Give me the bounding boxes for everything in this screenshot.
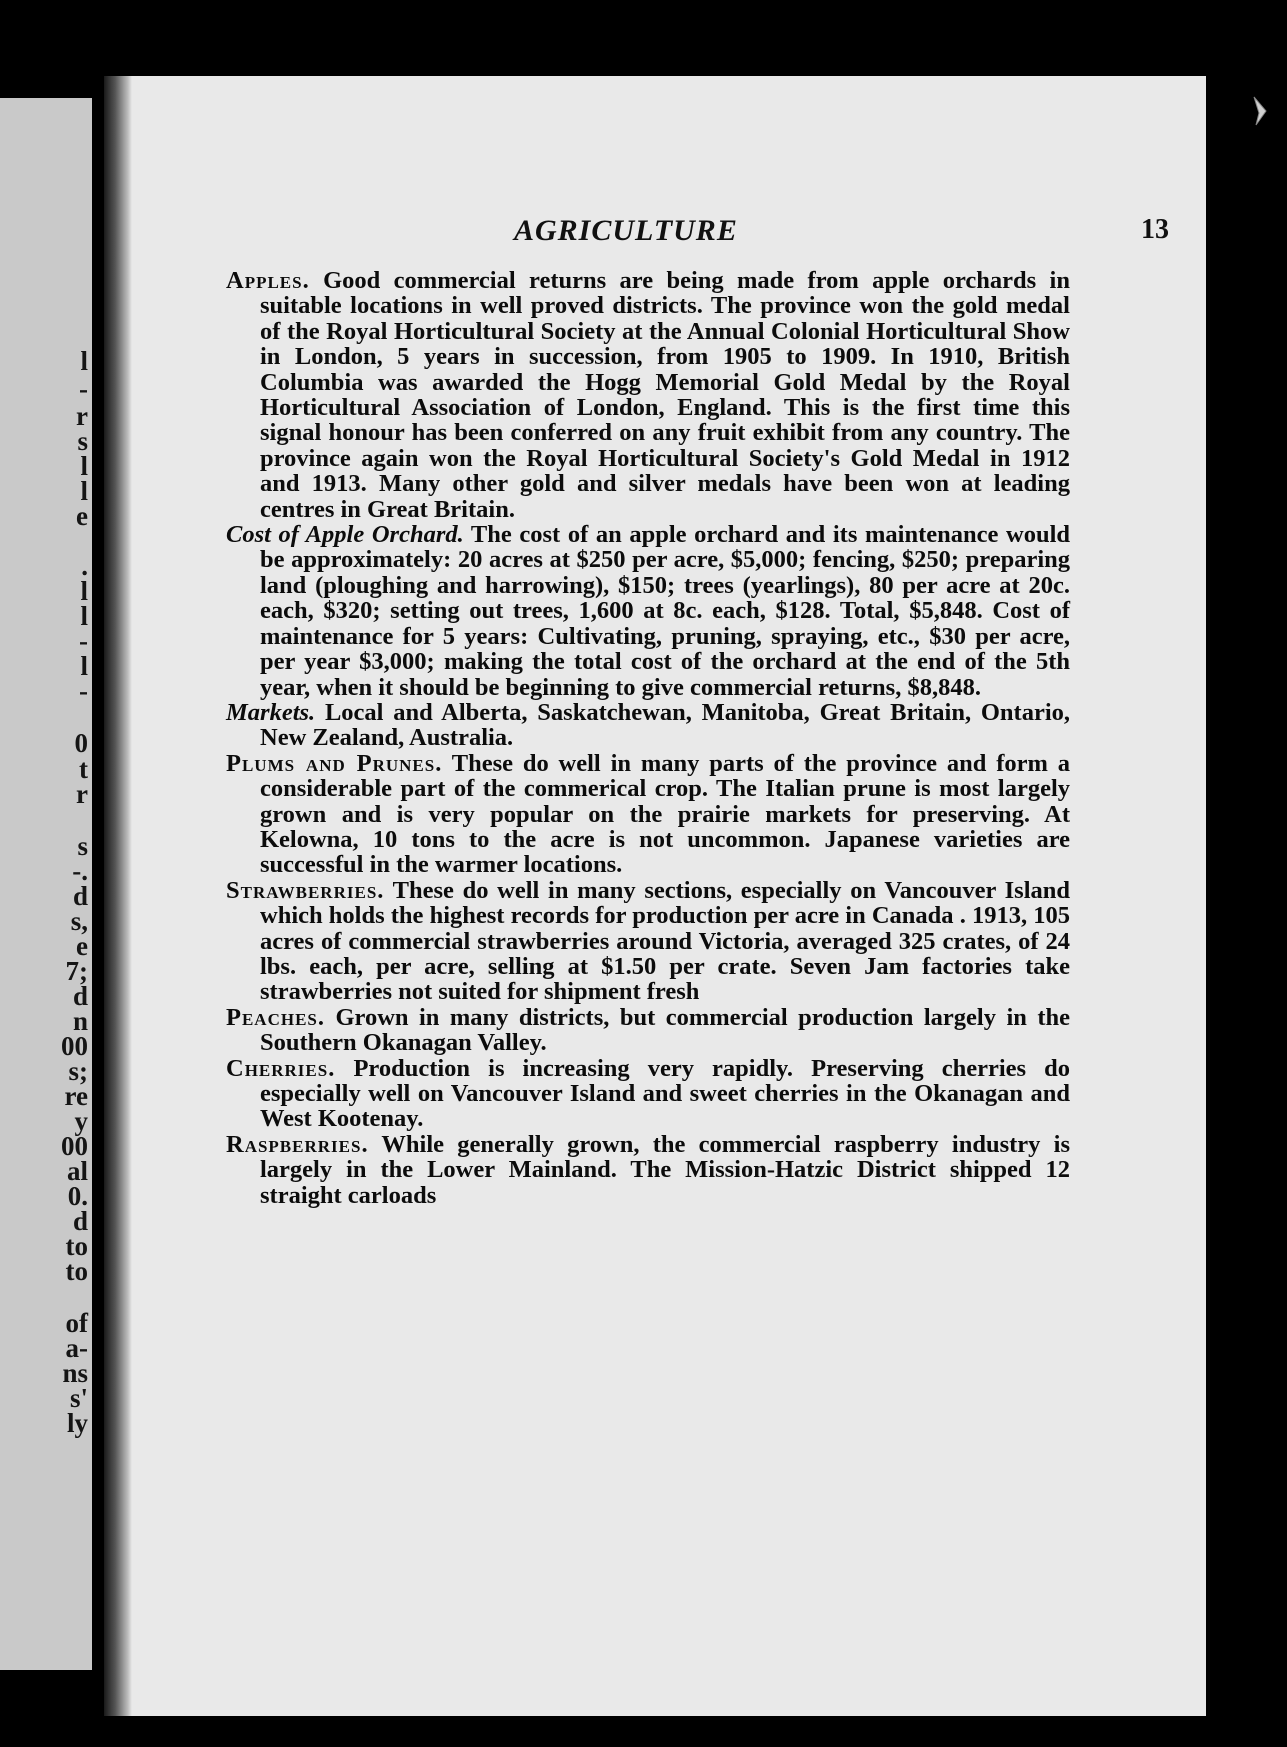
left-page-fragment: 00: [61, 1031, 88, 1061]
left-page-fragment: 00: [61, 1131, 88, 1161]
left-page-fragment: 7;: [65, 956, 88, 986]
left-page-fragment: of: [65, 1308, 88, 1338]
entry-heading: Markets.: [226, 698, 316, 726]
page-gutter-shadow: [104, 76, 132, 1716]
left-page-fragment: ly: [66, 1408, 88, 1438]
entry-markets: [226, 700, 1070, 751]
entry-peaches: [226, 1005, 1070, 1056]
left-page-fragment: s,: [70, 906, 88, 936]
entry-text: These do well in many sections, especially on Vancouver Island which holds the highest records for production per acre in Canada . 1913, 105 acres of commercial strawberries around Victoria, averaged 325 crates, of 24 lbs. each, per acre, selling at $1.50 per crate. Seven Jam factories take strawberries not suited for shipment fresh: [260, 876, 1070, 1006]
facing-page-edge: [0, 98, 92, 1670]
entry-heading: Cost of Apple Orchard.: [226, 521, 464, 549]
entry-heading: Apples.: [226, 267, 310, 294]
entry-strawberries: [226, 878, 1070, 1005]
left-page-fragment: e: [76, 931, 88, 961]
left-page-fragment: s;: [68, 1056, 88, 1086]
left-page-fragment: r: [76, 401, 88, 431]
left-page-fragment: s': [69, 1383, 88, 1413]
entry-cost-of-apple-orchard: [226, 522, 1070, 700]
entry-text: Good commercial returns are being made from apple orchards in suitable locations in well proved districts. The province won the gold medal of the Royal Horticultural Society at the Annual Colonial Horticultural Show in London, 5 years in succession, from 1905 to 1909. In 1910, British Columbia was awarded the Hogg Memorial Gold Medal by the Royal Horticultural Association of London, England. This is the first time this signal honour has been conferred on any fruit exhibit from any country. The province again won the Royal Horticultural Society's Gold Medal in 1912 and 1913. Many other gold and silver medals have been won at leading centres in Great Britain.: [260, 267, 1070, 523]
entry-apples: [226, 268, 1070, 522]
entry-heading: Cherries.: [226, 1054, 336, 1082]
entry-raspberries: [226, 1132, 1070, 1208]
body-text: [226, 268, 1070, 1208]
entry-text: Grown in many districts, but commercial production largely in the Southern Okanagan Valley.: [260, 1003, 1071, 1057]
left-page-fragment: l: [80, 651, 88, 681]
entry-text: Local and Alberta, Saskatchewan, Manitoba, Great Britain, Ontario, New Zealand, Australia.: [260, 698, 1070, 752]
left-page-fragment: s: [77, 831, 88, 861]
left-page-fragment: l: [80, 451, 88, 481]
entry-heading: Plums and Prunes.: [226, 749, 443, 777]
left-page-fragment: .: [81, 551, 88, 581]
left-page-fragment: 0.: [67, 1181, 88, 1211]
page-header: [514, 214, 1169, 254]
left-page-fragment: l: [80, 601, 88, 631]
left-page-fragment: y: [74, 1106, 88, 1136]
left-page-fragment: 0: [74, 728, 88, 758]
left-page-fragment: -: [79, 676, 88, 706]
entry-heading: Strawberries.: [226, 876, 385, 904]
left-page-fragment: l: [80, 346, 88, 376]
left-page-fragment: e: [76, 501, 88, 531]
left-page-fragment: -: [79, 626, 88, 656]
left-page-fragment: to: [65, 1256, 88, 1286]
left-page-fragment: to: [65, 1231, 88, 1261]
left-page-fragment: d: [72, 981, 88, 1011]
left-page-fragment: t: [79, 754, 88, 784]
page-number: 13: [1141, 214, 1169, 245]
left-page-fragment: al: [66, 1156, 88, 1186]
entry-text: While generally grown, the commercial raspberry industry is largely in the Lower Mainland. The Mission-Hatzic District shipped 12 straight carloads: [260, 1130, 1070, 1209]
entry-text: Production is increasing very rapidly. Preserving cherries do especially well on Vancouver Island and sweet cherries in the Okanagan and West Kootenay.: [260, 1054, 1071, 1133]
left-page-fragment: l: [80, 576, 88, 606]
left-page-fragment: re: [64, 1081, 88, 1111]
left-page-fragment: d: [72, 881, 88, 911]
entry-heading: Peaches.: [226, 1003, 325, 1031]
left-page-fragment: d: [72, 1206, 88, 1236]
running-head: AGRICULTURE: [514, 214, 738, 247]
entry-cherries: [226, 1056, 1070, 1132]
scan-edge-arrow-icon: [1250, 95, 1270, 129]
entry-text: These do well in many parts of the province and form a considerable part of the commerical crop. The Italian prune is most largely grown and is very popular on the prairie markets for preserving. At Kelowna, 10 tons to the acre is not uncommon. Japanese varieties are successful in the warmer locations.: [260, 749, 1070, 879]
left-page-fragment: a-: [65, 1333, 88, 1363]
left-page-fragment: ns: [62, 1358, 88, 1388]
left-page-fragment: s: [77, 426, 88, 456]
entry-heading: Raspberries.: [226, 1130, 369, 1158]
book-page: [104, 76, 1206, 1716]
entry-plums-and-prunes: [226, 751, 1070, 878]
left-page-fragment: -: [79, 374, 88, 404]
entry-text: The cost of an apple orchard and its maintenance would be approximately: 20 acres at $250 per acre, $5,000; fencing, $250; preparing land (ploughing and harrowing), $150; trees (yearlings), 80 per acre at 20c. each, $320; setting out trees, 1,600 at 8c. each, $128. Total, $5,848. Cost of maintenance for 5 years: Cultivating, pruning, spraying, etc., $30 per acre, per year $3,000; making the total cost of the orchard at the end of the 5th year, when it should be beginning to give commercial returns, $8,848.: [260, 521, 1071, 701]
left-page-fragment: l: [80, 476, 88, 506]
left-page-fragment: r: [76, 779, 88, 809]
left-page-fragment: -.: [72, 856, 88, 886]
left-page-fragment: n: [72, 1006, 88, 1036]
